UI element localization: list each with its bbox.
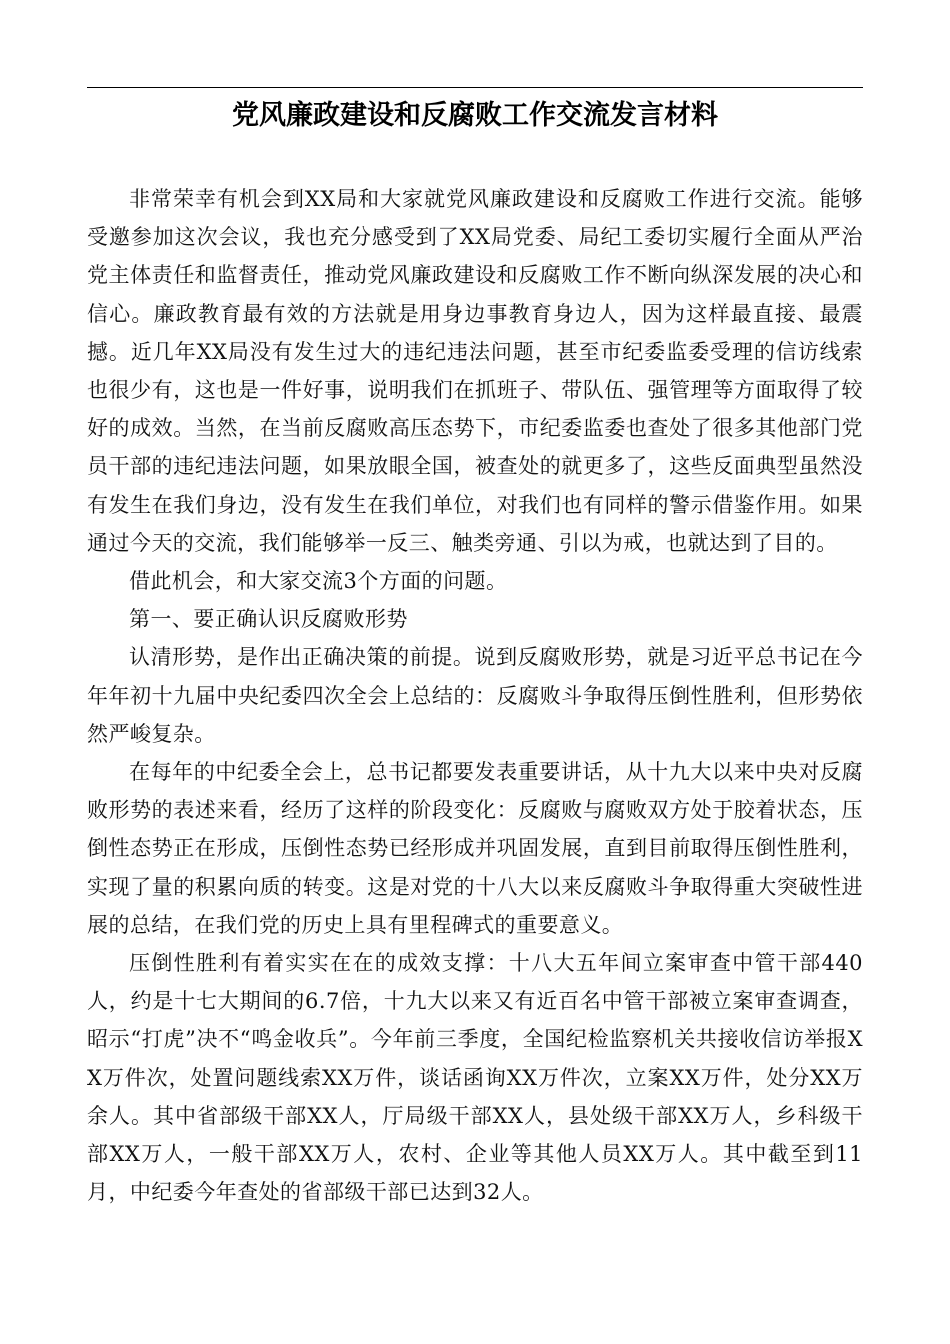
section-heading-first: 第一、要正确认识反腐败形势 — [129, 607, 408, 632]
paragraph-intro: 非常荣幸有机会到XX局和大家就党风廉政建设和反腐败工作进行交流。能够受邀参加这次会议，我也充分感受到了XX局党委、局纪工委切实履行全面从严治党主体责任和监督责任，推动党风廉政建设和反腐败工作不断向纵深发展的决心和信心。廉政教育最有效的方法就是用身边事教育身边人，因为这样最直接、最震撼。近几年XX局没有发生过大的违纪违法问题，甚至市纪委监委受理的信访线索也很少有，这也是一件好事，说明我们在抓班子、带队伍、强管理等方面取得了较好的成效。当然，在当前反腐败高压态势下，市纪委监委也查处了很多其他部门党员干部的违纪违法问题，如果放眼全国，被查处的就更多了，这些反面典型虽然没有发生在我们身边，没有发生在我们单位，对我们也有同样的警示借鉴作用。如果通过今天的交流，我们能够举一反三、触类旁通、引以为戒，也就达到了目的。 — [87, 187, 863, 555]
header-rule — [87, 87, 863, 88]
paragraph-situation: 认清形势，是作出正确决策的前提。说到反腐败形势，就是习近平总书记在今年年初十九届中央纪委四次全会上总结的：反腐败斗争取得压倒性胜利，但形势依然严峻复杂。 — [87, 645, 863, 746]
document-title: 党风廉政建设和反腐败工作交流发言材料 — [232, 100, 718, 131]
paragraph-stages: 在每年的中纪委全会上，总书记都要发表重要讲话，从十九大以来中央对反腐败形势的表述来看，经历了这样的阶段变化：反腐败与腐败双方处于胶着状态，压倒性态势正在形成，压倒性态势已经形成并巩固发展，直到目前取得压倒性胜利，实现了量的积累向质的转变。这是对党的十八大以来反腐败斗争取得重大突破性进展的总结，在我们党的历史上具有里程碑式的重要意义。 — [87, 760, 863, 937]
document-body — [87, 180, 863, 1211]
paragraph-statistics: 压倒性胜利有着实实在在的成效支撑：十八大五年间立案审查中管干部440人，约是十七大期间的6.7倍，十九大以来又有近百名中管干部被立案审查调查，昭示“打虎”决不“鸣金收兵”。今年前三季度，全国纪检监察机关共接收信访举报XX万件次，处置问题线索XX万件，谈话函询XX万件次，立案XX万件，处分XX万余人。其中省部级干部XX人，厅局级干部XX人，县处级干部XX万人，乡科级干部XX万人，一般干部XX万人，农村、企业等其他人员XX万人。其中截至到11月，中纪委今年查处的省部级干部已达到32人。 — [87, 951, 863, 1205]
paragraph-topics: 借此机会，和大家交流3个方面的问题。 — [129, 569, 508, 594]
